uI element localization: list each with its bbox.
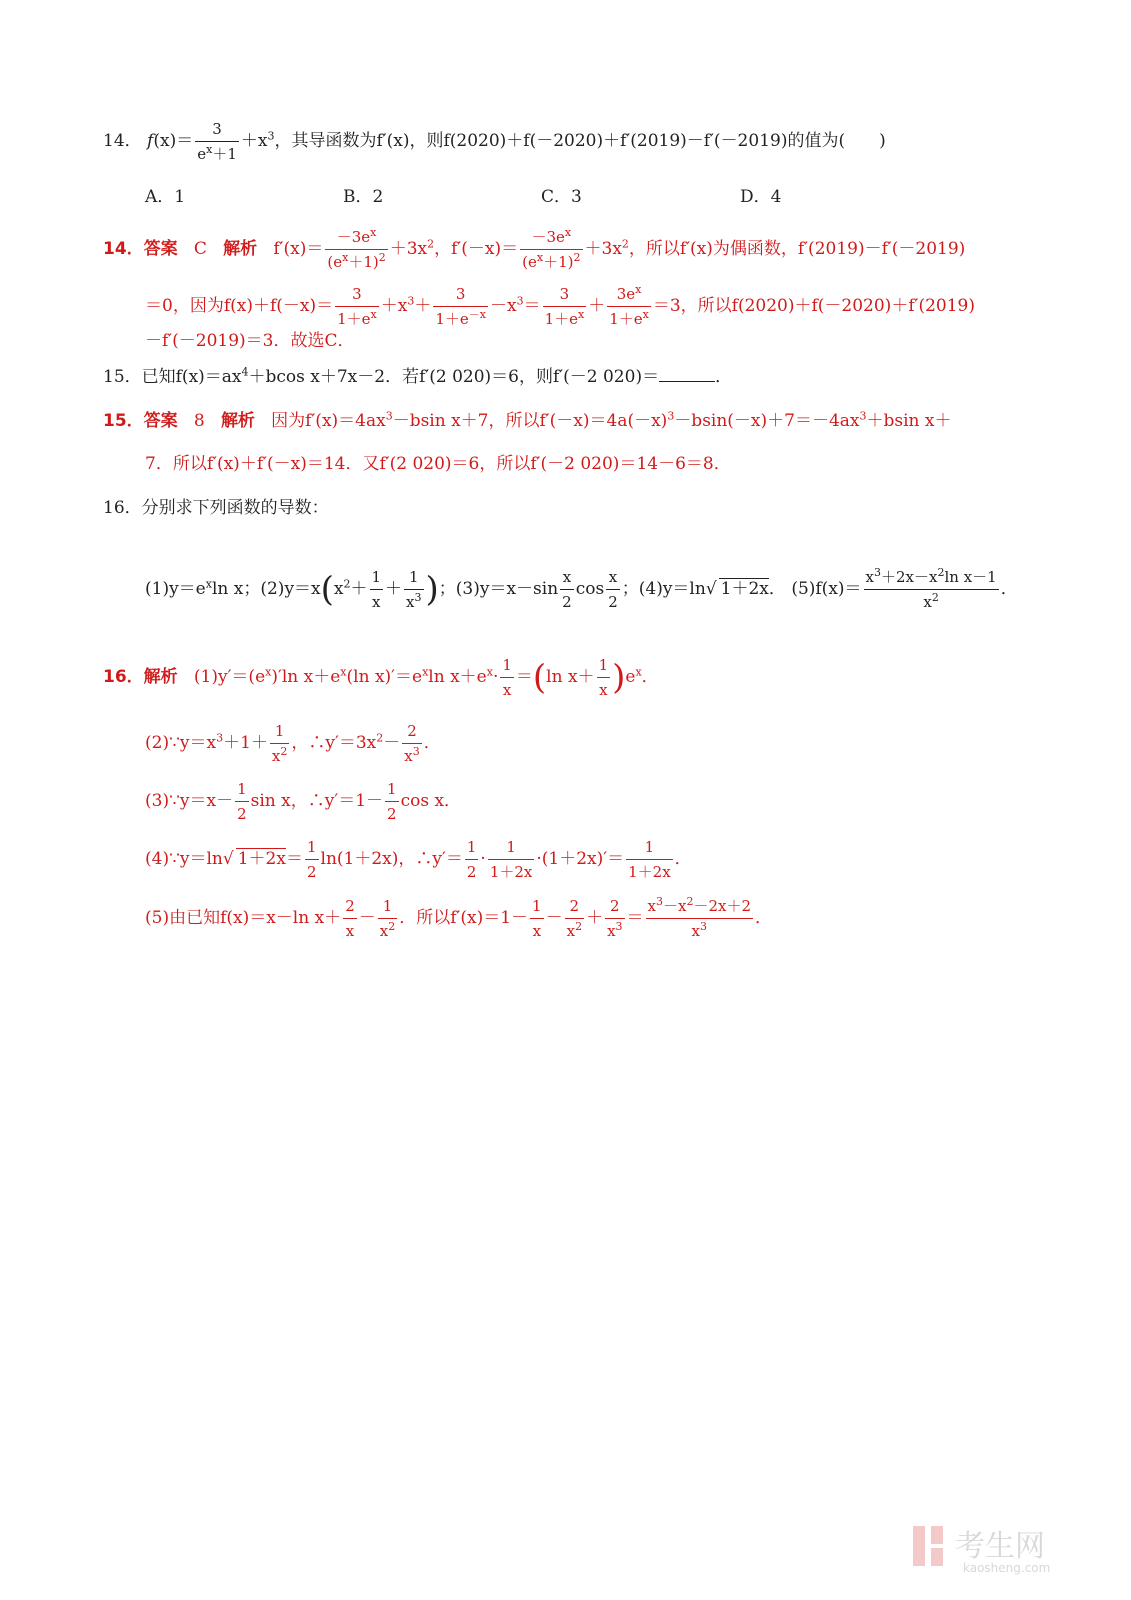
watermark-url: kaosheng.com: [963, 1561, 1051, 1575]
answer-16-step1: 16．解析 $(1)y'=(e^x)'\ln$ $x+e^x(\ln$ $x)'=e^x\ln$ $x+e^x\cdot$ $\frac{1}{x}$ ＝(ln x＋ $\frac{1}{x}$ )$e^x$．: [103, 656, 659, 699]
option-a: A．1: [145, 187, 186, 207]
answer-16-step2: $(2)\because y=x^3+1+$ $\frac{1}{x^2}$ ，$\therefore y'=3x^2-$ $\frac{2}{x^3}$ ．: [145, 722, 441, 765]
answer-14-line1: 14．答案 C 解析 f′(x)＝ $\frac{-3e^x}{(e^x+1)^2}$ $+3x^2$，f′(－x)＝ $\frac{-3e^x}{(e^x+1)^2}$ $+3x^2$，所以f′(x)为偶函数，f′(2019)－f′(－2019): [103, 226, 966, 271]
answer-14-line2: ＝0，因为f(x)＋f(－x)＝ $\frac{3}{1+e^x}$ $+x^3+$ $\frac{3}{1+e^{-x}}$ $-x^3=$ $\frac{3}{1+e^x}$ ＋ $\frac{3e^x}{1+e^x}$ ＝3，所以f(2020)＋f(－2020)＋f′(2019): [145, 283, 975, 328]
answer-blank: [659, 366, 715, 382]
answer-15-line1: 15．答案 8 解析 因为$f'(x)=4ax^3-bsin$ x＋7，所以$f'(-x)=4a(-x)^3-bsin(-x)+7=-4ax^3+bsin$ x＋: [103, 409, 952, 431]
fraction: $\frac{3}{e^x+1}$: [197, 120, 237, 163]
question-15: 15．已知$f(x)=ax^4+bcos$ x＋7x－2．若f′(2 020)＝6，则f′(－2 020)＝ ．: [103, 365, 733, 387]
question-16-parts: $(1)y=e^x\ln$ x；$(2)y=x(x^2+$ $\frac{1}{x}$ ＋ $\frac{1}{x^3}$ )；(3)y＝x－sin $\frac{x}{2}$ cos $\frac{x}{2}$ ；(4)y＝ln√ 1＋2x． (5)f(x)＝ $\frac{x^3+2x-x^2\ln x-1}{x^2}$ ．: [145, 566, 1018, 611]
question-16: 16．分别求下列函数的导数：: [103, 498, 329, 518]
answer-16-step5: (5)由已知f(x)＝x－ln x＋ $\frac{2}{x}$ － $\frac{1}{x^2}$ ．所以f′(x)＝1－ $\frac{1}{x}$ － $\frac{2}{x^2}$ ＋ $\frac{2}{x^3}$ ＝ $\frac{x^3-x^2-2x+2}{x^3}$ ．: [145, 895, 773, 940]
answer-16-step3: (3)∵y＝x－ $\frac{1}{2}$ sin x，∴y′＝1－ $\frac{1}{2}$ cos x．: [145, 780, 462, 823]
watermark-logo: [909, 1518, 1089, 1582]
option-d: D．4: [740, 187, 782, 207]
answer-16-step4: (4)∵y＝ln√ 1＋2x＝ $\frac{1}{2}$ ln(1＋2x)，∴y′＝ $\frac{1}{2}$ · $\frac{1}{1+2x}$ ·(1＋2x)′＝ $\frac{1}{1+2x}$ ．: [145, 838, 692, 881]
answer-14-line3: －f′(－2019)＝3．故选C．: [145, 331, 355, 351]
question-14: 14． f(x)＝ $\frac{3}{e^x+1}$ $+x^3$，其导函数为f′(x)，则f(2020)＋f(－2020)＋f′(2019)－f′(－2019)的值为( ): [103, 120, 886, 163]
kaosheng-logo-icon: [909, 1518, 1089, 1578]
option-b: B．2: [343, 187, 384, 207]
option-c: C．3: [541, 187, 582, 207]
answer-15-line2: 7．所以f′(x)＋f′(－x)＝14．又f′(2 020)＝6，所以f′(－2 020)＝14－6＝8．: [145, 454, 731, 474]
watermark-text: 考生网: [955, 1529, 1045, 1564]
